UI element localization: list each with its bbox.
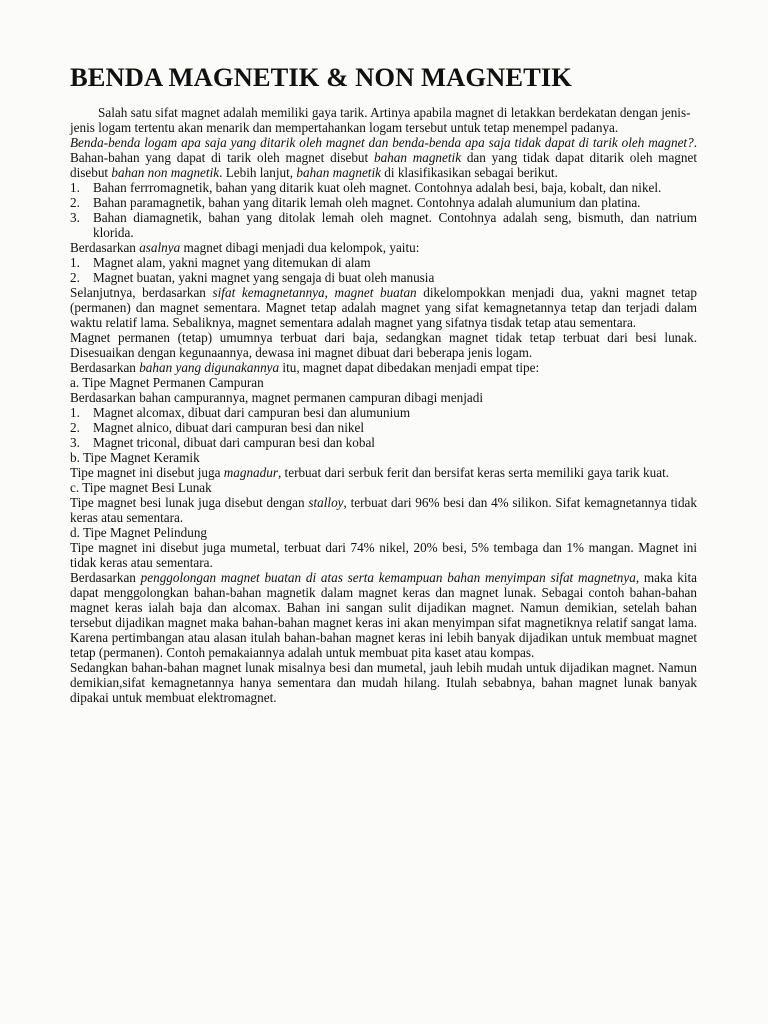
list-number: 2. xyxy=(70,420,80,435)
penggolongan-italic: penggolongan magnet buatan di atas serta kemampuan bahan menyimpan sifat magnetnya xyxy=(140,570,636,585)
kemagnetan-italic-1: sifat kemagnetannya xyxy=(212,285,325,300)
question-paragraph xyxy=(70,135,697,180)
type-a-intro: Berdasarkan bahan campurannya, magnet permanen campuran dibagi menjadi xyxy=(70,390,484,405)
bahan-italic: bahan yang digunakannya xyxy=(139,360,280,375)
list-number: 1. xyxy=(70,405,80,420)
type-b-paragraph xyxy=(70,465,697,480)
list-text: Bahan paramagnetik, bahan yang ditarik lemah oleh magnet. Contohnya adalah alumunium dan platina. xyxy=(93,195,641,210)
list-number: 3. xyxy=(70,435,80,450)
list-text: Magnet buatan, yakni magnet yang sengaja di buat oleh manusia xyxy=(93,270,435,285)
list-item xyxy=(70,405,697,420)
term-bahan-magnetik: bahan magnetik xyxy=(373,150,462,165)
penggolongan-paragraph xyxy=(70,570,697,660)
kemagnetan-italic-2: magnet buatan xyxy=(334,285,417,300)
list-text: Magnet alnico, dibuat dari campuran besi dan nikel xyxy=(93,420,364,435)
bahan-pre: Berdasarkan xyxy=(70,360,140,375)
type-d-heading: d. Tipe Magnet Pelindung xyxy=(70,525,208,540)
type-c-italic: stalloy xyxy=(308,495,344,510)
list-number: 1. xyxy=(70,255,80,270)
type-c-paragraph xyxy=(70,495,697,525)
penggolongan-post: , maka kita dapat menggolongkan bahan-bahan magnetik dalam magnet keras dan magnet lunak. Sebagai contoh bahan-bahan magnet keras ialah baja dan alcomax. Bahan ini sangan sulit dijadikan magnet. Namun demikian, setelah bahan tersebut dijadikan magnet maka bahan-bahan magnet keras ini akan menyimpan sifat magnetiknya relatif sangat lama. Karena pertimbangan atau alasan itulah bahan-bahan magnet keras ini lebih banyak dijadikan untuk membuat magnet tetap (permanen). Contoh pemakaiannya adalah untuk membuat pita kaset atau kompas. xyxy=(70,570,698,660)
list-item xyxy=(70,210,697,240)
bahan-post: itu, magnet dapat dibedakan menjadi empat tipe: xyxy=(279,360,540,375)
type-a-heading: a. Tipe Magnet Permanen Campuran xyxy=(70,375,264,390)
type-a-list xyxy=(70,405,697,450)
list-item xyxy=(70,255,697,270)
origin-list xyxy=(70,255,697,285)
question-italic: Benda-benda logam apa saja yang ditarik oleh magnet dan benda-benda apa saja tidak dapat di tarik oleh magnet? xyxy=(70,135,694,150)
list-item xyxy=(70,435,697,450)
list-number: 3. xyxy=(70,210,80,225)
kemagnetan-post: dikelompokkan menjadi dua, yakni magnet tetap (permanen) dan magnet sementara. Magnet tetap adalah magnet yang sifat kemagnetannya tetap dan terjadi dalam waktu relatif lama. Sebaliknya, magnet sementara adalah magnet yang sifatnya tisdak tetap atau sementara. xyxy=(70,285,697,330)
term-bahan-non-magnetik: bahan non magnetik xyxy=(111,165,220,180)
list-number: 1. xyxy=(70,180,80,195)
page-title: BENDA MAGNETIK & NON MAGNETIK xyxy=(70,62,573,92)
document-body xyxy=(70,105,697,705)
permanen-paragraph: Magnet permanen (tetap) umumnya terbuat dari baja, sedangkan magnet tidak tetap terbuat dari besi lunak. Disesuaikan dengan kegunaannya, dewasa ini magnet dibuat dari beberapa jenis logam. xyxy=(70,330,697,360)
list-text: Bahan ferrromagnetik, bahan yang ditarik kuat oleh magnet. Contohnya adalah besi, baja, kobalt, dan nikel. xyxy=(93,180,662,195)
list-number: 2. xyxy=(70,270,80,285)
kemagnetan-pre: Selanjutnya, berdasarkan xyxy=(70,285,213,300)
type-b-italic: magnadur xyxy=(223,465,278,480)
type-c-post: , terbuat dari 96% besi dan 4% silikon. Sifat kemagnetannya tidak keras atau sementara. xyxy=(70,495,697,525)
list-text: Magnet triconal, dibuat dari campuran besi dan kobal xyxy=(93,435,375,450)
question-text-2: dan yang tidak dapat ditarik oleh magnet disebut xyxy=(70,150,698,180)
type-b-pre: Tipe magnet ini disebut juga xyxy=(70,465,224,480)
lunak-paragraph: Sedangkan bahan-bahan magnet lunak misalnya besi dan mumetal, jauh lebih mudah untuk dijadikan magnet. Namun demikian,sifat kemagnetannya hanya sementara dan mudah hilang. Itulah sebabnya, bahan magnet lunak banyak dipakai untuk membuat elektromagnet. xyxy=(70,660,697,705)
type-b-post: , terbuat dari serbuk ferit dan bersifat keras serta memiliki gaya tarik kuat. xyxy=(277,465,670,480)
origin-paragraph xyxy=(70,240,697,255)
list-number: 2. xyxy=(70,195,80,210)
origin-pre: Berdasarkan xyxy=(70,240,140,255)
list-item xyxy=(70,195,697,210)
list-item xyxy=(70,180,697,195)
kemagnetan-paragraph xyxy=(70,285,697,330)
list-item xyxy=(70,270,697,285)
penggolongan-pre: Berdasarkan xyxy=(70,570,141,585)
list-text: Magnet alam, yakni magnet yang ditemukan di alam xyxy=(93,255,371,270)
origin-italic: asalnya xyxy=(139,240,181,255)
type-b-heading: b. Tipe Magnet Keramik xyxy=(70,450,200,465)
question-text-3: . Lebih lanjut, xyxy=(219,165,297,180)
list-item xyxy=(70,420,697,435)
material-classification-list xyxy=(70,180,697,240)
origin-post: magnet dibagi menjadi dua kelompok, yaitu: xyxy=(180,240,420,255)
list-text: Magnet alcomax, dibuat dari campuran besi dan alumunium xyxy=(93,405,411,420)
term-bahan-magnetik-2: bahan magnetik xyxy=(296,165,381,180)
type-c-heading: c. Tipe magnet Besi Lunak xyxy=(70,480,212,495)
list-text: Bahan diamagnetik, bahan yang ditolak lemah oleh magnet. Contohnya adalah seng, bismuth, dan natrium klorida. xyxy=(93,210,697,240)
type-c-pre: Tipe magnet besi lunak juga disebut dengan xyxy=(70,495,309,510)
intro-paragraph: Salah satu sifat magnet adalah memiliki gaya tarik. Artinya apabila magnet di letakkan berdekatan dengan jenis-jenis logam tertentu akan menarik dan mempertahankan logam tersebut untuk tetap menempel padanya. xyxy=(70,105,691,135)
question-text-4: di klasifikasikan sebagai berikut. xyxy=(380,165,558,180)
type-d-paragraph: Tipe magnet ini disebut juga mumetal, terbuat dari 74% nikel, 20% besi, 5% tembaga dan 1% mangan. Magnet ini tidak keras atau sementara. xyxy=(70,540,697,570)
bahan-paragraph xyxy=(70,360,697,375)
question-text-1: . Bahan-bahan yang dapat di tarik oleh magnet disebut xyxy=(70,135,697,165)
kemagnetan-mid: , xyxy=(324,285,335,300)
